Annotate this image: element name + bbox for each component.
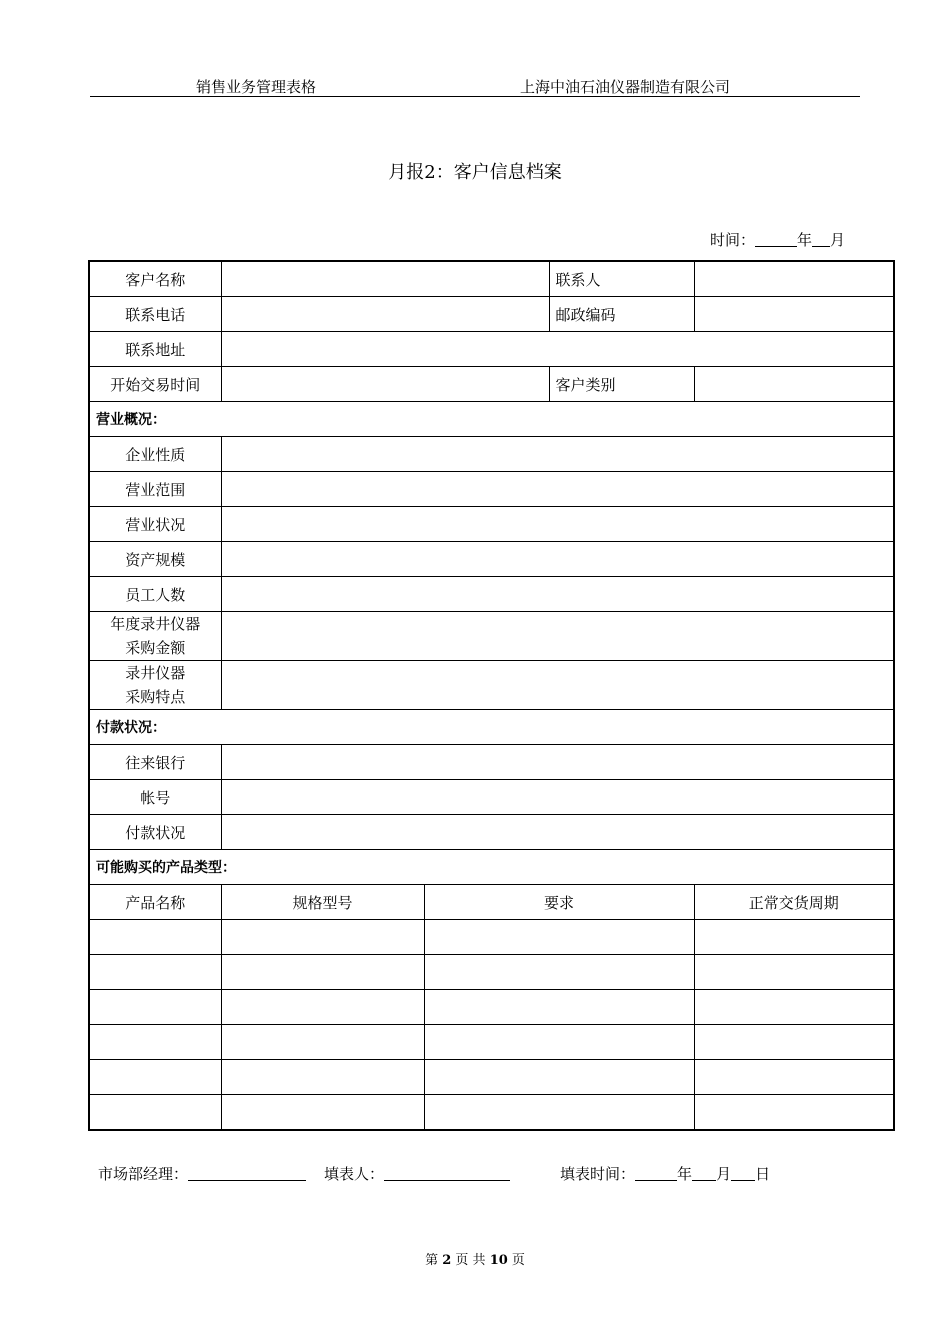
- fill-year-blank[interactable]: [635, 1166, 677, 1181]
- fill-day-blank[interactable]: [731, 1166, 755, 1181]
- delivery-cycle-cell[interactable]: [694, 1095, 894, 1131]
- form-row: [89, 367, 894, 402]
- annual-amount-field[interactable]: [221, 612, 894, 661]
- form-row: [89, 850, 894, 885]
- annual-amount-label: [89, 612, 221, 661]
- spec-model-cell[interactable]: [221, 955, 424, 990]
- requirements-header: 要求: [424, 885, 694, 920]
- account-label: 帐号: [89, 780, 221, 815]
- assets-label: 资产规模: [89, 542, 221, 577]
- page-total: 10: [489, 1253, 508, 1268]
- report-time: [710, 229, 845, 250]
- purchase-features-label: [89, 661, 221, 710]
- filler-label: 填表人：: [324, 1165, 385, 1183]
- form-row: [89, 612, 894, 661]
- phone-field[interactable]: [221, 297, 549, 332]
- business-status-label: 营业状况: [89, 507, 221, 542]
- phone-label: 联系电话: [89, 297, 221, 332]
- purchase-features-field[interactable]: [221, 661, 894, 710]
- customer-name-label: 客户名称: [89, 261, 221, 297]
- signature-line: [98, 1163, 770, 1184]
- customer-type-field[interactable]: [694, 367, 894, 402]
- form-row: [89, 745, 894, 780]
- fill-month-blank[interactable]: [692, 1166, 716, 1181]
- requirements-cell[interactable]: [424, 1025, 694, 1060]
- nature-label: 企业性质: [89, 437, 221, 472]
- spec-model-cell[interactable]: [221, 1095, 424, 1131]
- employees-field[interactable]: [221, 577, 894, 612]
- nature-field[interactable]: [221, 437, 894, 472]
- purchase-features-label-line2: 采购特点: [125, 688, 186, 706]
- form-row: [89, 297, 894, 332]
- page-current: 2: [442, 1253, 452, 1268]
- form-row: [89, 472, 894, 507]
- product-name-cell[interactable]: [89, 955, 221, 990]
- page-suffix: 页: [511, 1253, 525, 1268]
- postal-code-field[interactable]: [694, 297, 894, 332]
- time-label: 时间：: [710, 231, 756, 249]
- delivery-cycle-cell[interactable]: [694, 1025, 894, 1060]
- delivery-cycle-cell[interactable]: [694, 990, 894, 1025]
- account-field[interactable]: [221, 780, 894, 815]
- payment-section-heading: 付款状况：: [89, 710, 894, 745]
- employees-label: 员工人数: [89, 577, 221, 612]
- delivery-cycle-header: 正常交货周期: [694, 885, 894, 920]
- start-date-label: 开始交易时间: [89, 367, 221, 402]
- business-section-heading: 营业概况：: [89, 402, 894, 437]
- year-blank[interactable]: [755, 232, 797, 247]
- product-name-cell[interactable]: [89, 920, 221, 955]
- customer-info-form: [88, 260, 895, 1131]
- fill-time-label: 填表时间：: [560, 1165, 636, 1183]
- requirements-cell[interactable]: [424, 955, 694, 990]
- spec-model-cell[interactable]: [221, 920, 424, 955]
- form-row: [89, 815, 894, 850]
- header-left-title: 销售业务管理表格: [196, 78, 317, 96]
- product-name-cell[interactable]: [89, 990, 221, 1025]
- form-row: [89, 507, 894, 542]
- form-row: [89, 542, 894, 577]
- product-row: [89, 955, 894, 990]
- product-row: [89, 1095, 894, 1131]
- page-mid: 页 共: [455, 1253, 486, 1268]
- form-row: [89, 661, 894, 710]
- bank-label: 往来银行: [89, 745, 221, 780]
- spec-model-cell[interactable]: [221, 1025, 424, 1060]
- product-name-cell[interactable]: [89, 1025, 221, 1060]
- delivery-cycle-cell[interactable]: [694, 920, 894, 955]
- address-field[interactable]: [221, 332, 894, 367]
- customer-name-field[interactable]: [221, 261, 549, 297]
- page-title: 月报2：客户信息档案: [388, 162, 562, 183]
- spec-model-cell[interactable]: [221, 1060, 424, 1095]
- annual-amount-label-line2: 采购金额: [125, 639, 186, 657]
- requirements-cell[interactable]: [424, 920, 694, 955]
- manager-label: 市场部经理：: [98, 1165, 189, 1183]
- bank-field[interactable]: [221, 745, 894, 780]
- product-name-cell[interactable]: [89, 1060, 221, 1095]
- form-row: [89, 710, 894, 745]
- form-row: [89, 332, 894, 367]
- annual-amount-label-line1: 年度录井仪器: [110, 615, 201, 633]
- page-number: [0, 1249, 950, 1268]
- fill-month-label: 月: [716, 1165, 732, 1183]
- page-header: [90, 76, 860, 97]
- month-label: 月: [830, 231, 846, 249]
- requirements-cell[interactable]: [424, 1095, 694, 1131]
- requirements-cell[interactable]: [424, 990, 694, 1025]
- month-blank[interactable]: [812, 232, 830, 247]
- header-company-name: 上海中油石油仪器制造有限公司: [520, 78, 731, 96]
- form-row: [89, 577, 894, 612]
- form-row: [89, 780, 894, 815]
- delivery-cycle-cell[interactable]: [694, 1060, 894, 1095]
- scope-field[interactable]: [221, 472, 894, 507]
- start-date-field[interactable]: [221, 367, 549, 402]
- spec-model-cell[interactable]: [221, 990, 424, 1025]
- product-name-cell[interactable]: [89, 1095, 221, 1131]
- form-row: [89, 402, 894, 437]
- fill-year-label: 年: [677, 1165, 693, 1183]
- product-header-row: [89, 885, 894, 920]
- product-row: [89, 920, 894, 955]
- scope-label: 营业范围: [89, 472, 221, 507]
- spec-model-header: 规格型号: [221, 885, 424, 920]
- purchase-features-label-line1: 录井仪器: [125, 664, 186, 682]
- product-row: [89, 1060, 894, 1095]
- business-status-field[interactable]: [221, 507, 894, 542]
- form-row: [89, 437, 894, 472]
- payment-status-label: 付款状况: [89, 815, 221, 850]
- address-label: 联系地址: [89, 332, 221, 367]
- contact-person-label: 联系人: [549, 261, 694, 297]
- manager-blank[interactable]: [188, 1166, 306, 1181]
- delivery-cycle-cell[interactable]: [694, 955, 894, 990]
- fill-day-label: 日: [755, 1165, 771, 1183]
- page-prefix: 第: [425, 1253, 439, 1268]
- contact-person-field[interactable]: [694, 261, 894, 297]
- assets-field[interactable]: [221, 542, 894, 577]
- product-row: [89, 990, 894, 1025]
- form-row: [89, 261, 894, 297]
- products-section-heading: 可能购买的产品类型：: [89, 850, 894, 885]
- customer-type-label: 客户类别: [549, 367, 694, 402]
- year-label: 年: [797, 231, 813, 249]
- postal-code-label: 邮政编码: [549, 297, 694, 332]
- product-row: [89, 1025, 894, 1060]
- requirements-cell[interactable]: [424, 1060, 694, 1095]
- filler-blank[interactable]: [384, 1166, 510, 1181]
- product-name-header: 产品名称: [89, 885, 221, 920]
- payment-status-field[interactable]: [221, 815, 894, 850]
